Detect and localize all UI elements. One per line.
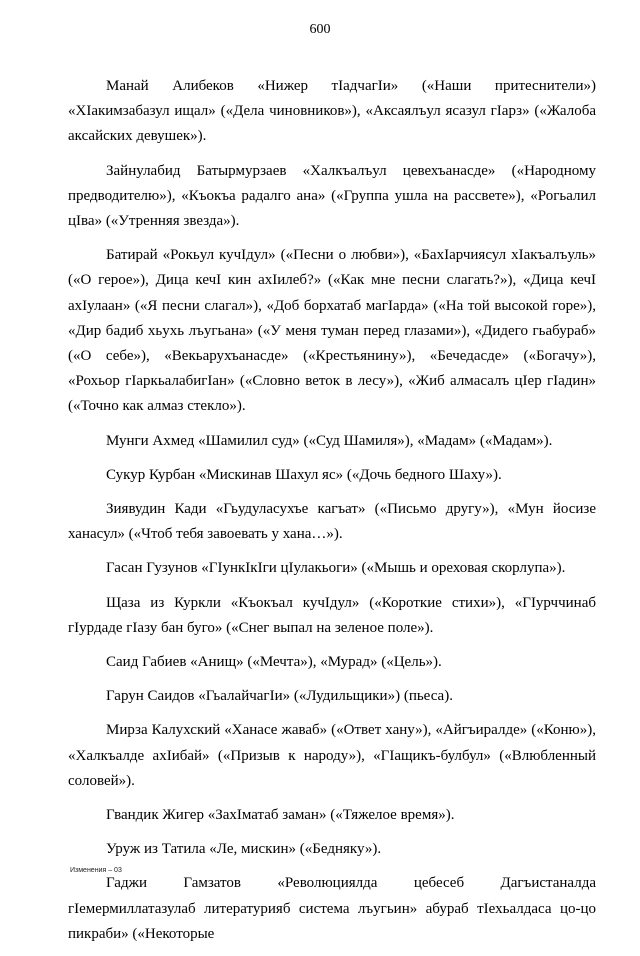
paragraph: Мирза Калухский «Ханасе жаваб» («Ответ хану»), «Айгъиралде» («Коню»), «Халкъалде ахIибай» («Призыв к народу»), «ГIащикъ-булбул» («Влюбленный соловей»). bbox=[68, 722, 596, 789]
paragraph: Уруж из Татила «Ле, мискин» («Бедняку»). bbox=[106, 841, 382, 858]
paragraph: Сукур Курбан «Мискинав Шахул яс» («Дочь бедного Шаху»). bbox=[106, 466, 502, 483]
paragraph: Мунги Ахмед «Шамилил суд» («Суд Шамиля»), «Мадам» («Мадам»). bbox=[106, 432, 553, 449]
paragraph: Щаза из Куркли «Къокъал кучIдул» («Короткие стихи»), «ГIурччинаб гIурдаде гIазу бан буго» («Снег выпал на зеленое поле»). bbox=[68, 594, 596, 636]
paragraph: Гасан Гузунов «ГIункIкIги цIулакьоги» («Мышь и ореховая скорлупа»). bbox=[106, 560, 566, 577]
footer-revision-note: Изменения – 03 bbox=[70, 867, 122, 874]
paragraph: Гарун Саидов «ГьалайчагIи» («Лудильщики») (пьеса). bbox=[106, 688, 453, 705]
page-number: 600 bbox=[309, 22, 331, 37]
paragraph: Зайнулабид Батырмурзаев «Халкъалъул цевехъанасде» («Народному предводителю»), «Къокъа радалго ана» («Группа ушла на рассвете»), «Рогьалил цIва» («Утренняя звезда»). bbox=[68, 162, 596, 230]
body-text bbox=[68, 74, 596, 956]
paragraph: Манай Алибеков «Нижер тIадчагIи» («Наши притеснители») «XIакимзабазул ищал» («Дела чиновников»), «Аксаялъул ясазул гIарз» («Жалоба аксайских девушек»). bbox=[68, 78, 596, 145]
paragraph: Саид Габиев «Анищ» («Мечта»), «Мурад» («Цель»). bbox=[106, 654, 442, 671]
paragraph: Гвандик Жигер «ЗахIматаб заман» («Тяжелое время»). bbox=[106, 807, 455, 824]
paragraph: Батирай «Рокьул кучIдул» («Песни о любви»), «БахIарчиясул хIакъалъуль» («О герое»), Дица кечI кин ахIилеб?» («Как мне песни слагать?»), «Дица кечI ахIулаан» («Я песни слагал»), «Доб борхатаб магIарда» («На той высокой горе»), «Дир бадиб хьухь лъугьана» («У меня туман перед глазами»), «Дидего гьабураб» («О себе»), «Векьарухъанасде» («Крестьянину»), «Бечедасде» («Богачу»), «Рохьор гIаркьалабигIан» («Словно веток в лесу»), «Жиб алмасалъ цIер гIадин» («Точно как алмаз стекло»). bbox=[68, 247, 596, 415]
paragraph: Зиявудин Кади «Гьудуласухъе кагъат» («Письмо другу»), «Мун йосизе ханасул» («Чтоб тебя завоевать у хана…»). bbox=[68, 501, 596, 543]
paragraph: Гаджи Гамзатов «Революциялда цебесеб Дагъистаналда гIемермиллатазулаб литературияб система лъугьин» абураб тIехьалдаса цо-цо пикраби» («Некоторые bbox=[68, 875, 596, 942]
